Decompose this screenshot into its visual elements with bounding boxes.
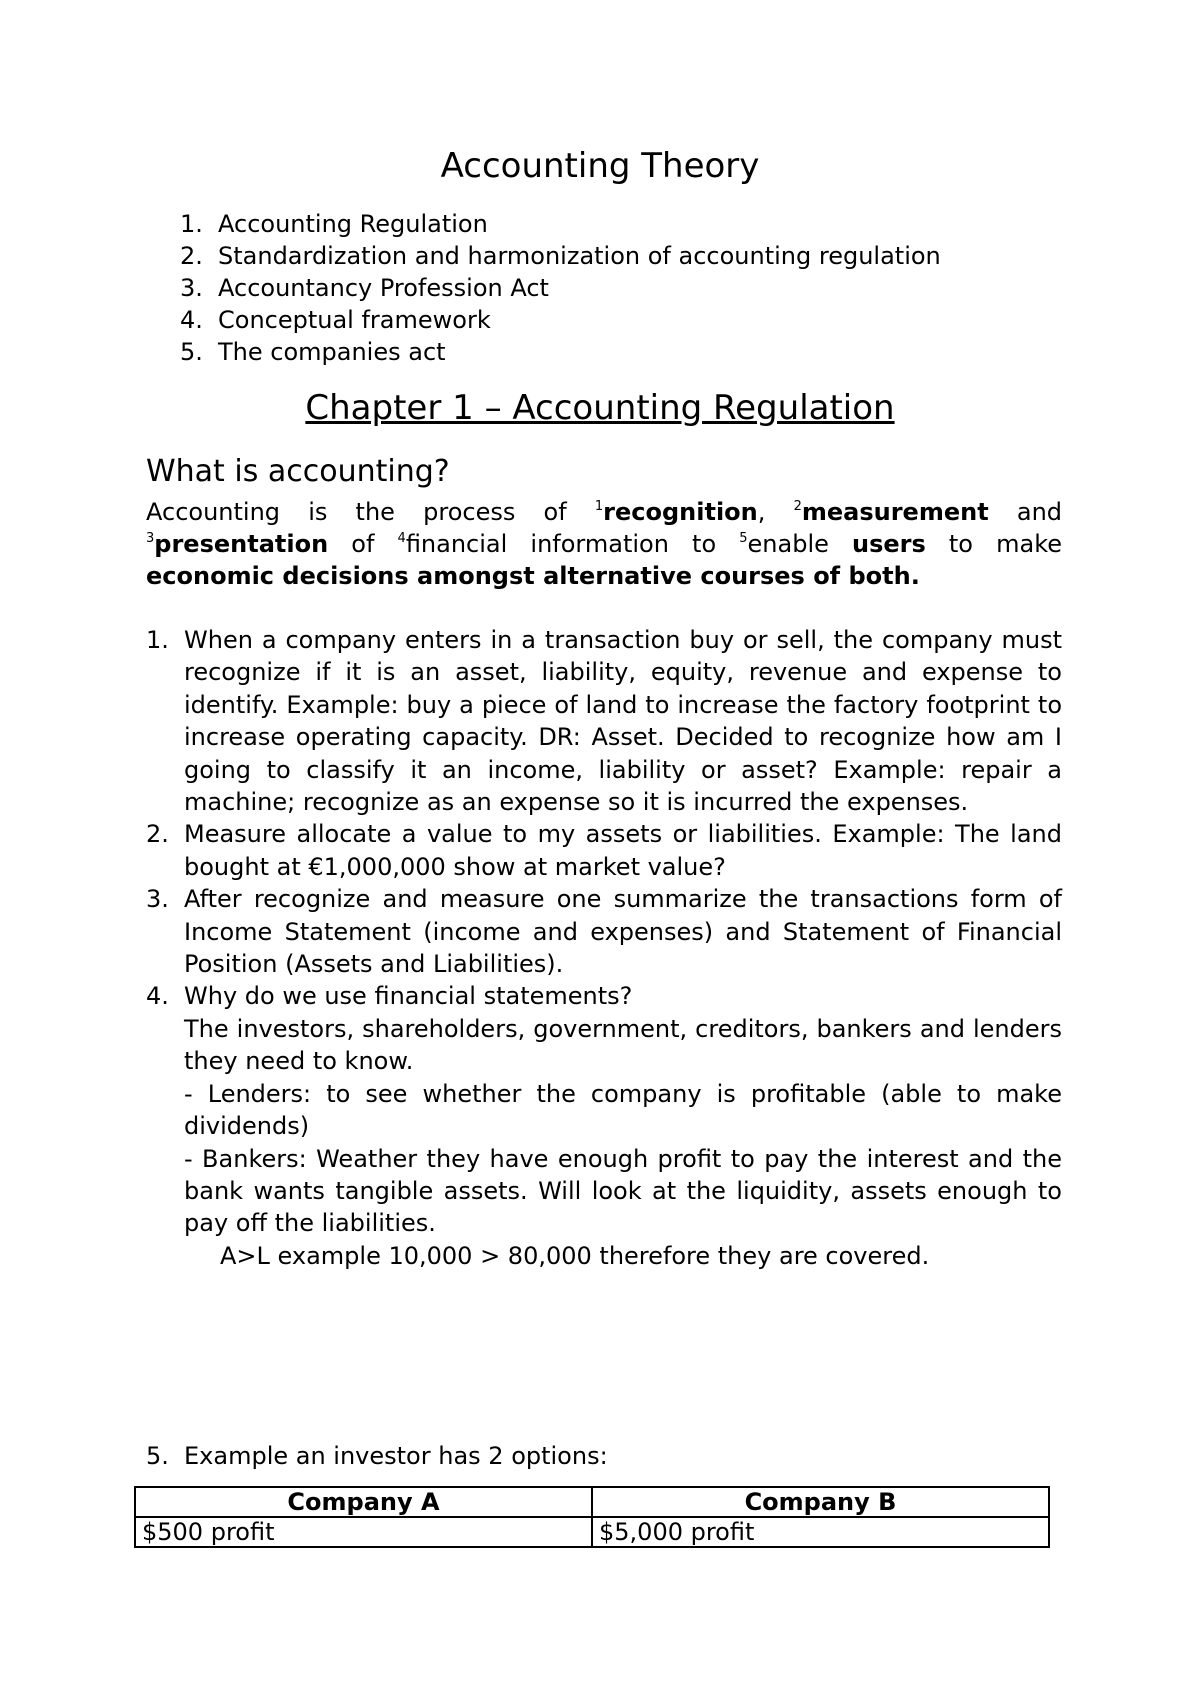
table-header-cell: Company B xyxy=(592,1487,1049,1517)
explanation-item-text: Measure allocate a value to my assets or liabilities. Example: The land bought at €1,000,000 show at market value? xyxy=(184,820,1062,881)
definition-bold-term: economic decisions amongst alternative courses of both. xyxy=(146,562,920,590)
lenders-note: - Lenders: to see whether the company is profitable (able to make dividends) xyxy=(184,1079,1062,1141)
chapter-heading: Chapter 1 – Accounting Regulation xyxy=(305,388,895,428)
explanation-item-text: After recognize and measure one summarize the transactions form of Income Statement (income and expenses) and Statement of Financial Position (Assets and Liabilities). xyxy=(184,885,1062,979)
explanation-item-text: Why do we use financial statements? xyxy=(184,982,633,1011)
contents-list xyxy=(180,208,941,368)
contents-item-text: Accounting Regulation xyxy=(218,210,488,238)
explanation-item-number: 5. xyxy=(146,1442,169,1470)
explanation-item xyxy=(146,883,1062,980)
explanation-item-number: 2. xyxy=(146,820,169,849)
coverage-example: A>L example 10,000 > 80,000 therefore they are covered. xyxy=(220,1241,930,1270)
explanation-list xyxy=(146,624,1062,1272)
contents-item xyxy=(180,272,941,304)
contents-item xyxy=(180,208,941,240)
definition-bold-term: presentation xyxy=(154,530,329,558)
explanation-item-number: 1. xyxy=(146,626,169,654)
contents-item-number: 1. xyxy=(180,210,203,238)
contents-item-text: The companies act xyxy=(218,338,446,366)
investor-example xyxy=(146,1440,608,1472)
users-of-statements: The investors, shareholders, government, creditors, bankers and lenders they need to know. xyxy=(184,1014,1062,1076)
contents-item xyxy=(180,336,941,368)
explanation-item-text: Example an investor has 2 options: xyxy=(184,1442,608,1470)
superscript-marker: 4 xyxy=(397,531,406,546)
definition-bold-term: users xyxy=(852,530,926,558)
document-title: Accounting Theory xyxy=(440,146,760,186)
definition-text: to make xyxy=(925,530,1062,558)
definition-text: enable xyxy=(747,530,852,558)
superscript-marker: 2 xyxy=(793,499,802,514)
definition-text: , xyxy=(757,498,794,526)
table-header-row xyxy=(135,1487,1049,1517)
definition-bold-term: measurement xyxy=(801,498,989,526)
contents-item-text: Conceptual framework xyxy=(218,306,491,334)
table-cell: $500 profit xyxy=(135,1517,592,1547)
superscript-marker: 1 xyxy=(594,499,604,514)
contents-item xyxy=(180,240,941,272)
explanation-item-number: 3. xyxy=(146,885,169,914)
table-header-cell: Company A xyxy=(135,1487,592,1517)
contents-item-text: Accountancy Profession Act xyxy=(218,274,549,302)
contents-item-number: 5. xyxy=(180,338,203,366)
definition-text: Accounting is the process of xyxy=(146,498,595,526)
contents-item xyxy=(180,304,941,336)
contents-item-number: 2. xyxy=(180,242,203,270)
explanation-item xyxy=(146,624,1062,818)
section-heading: What is accounting? xyxy=(146,454,450,489)
definition-text: and xyxy=(988,498,1063,526)
definition-text: financial information to xyxy=(405,530,740,558)
superscript-marker: 5 xyxy=(739,531,748,546)
explanation-item xyxy=(146,980,1062,1272)
explanation-item-text: When a company enters in a transaction buy or sell, the company must recognize if it is an asset, liability, equity, revenue and expense to identify. Example: buy a piece of land to increase the factory footprint to increase operating capacity. DR: Asset. Decided to recognize how am I going to classify it an income, liability or asset? Example: repair a machine; recognize as an expense so it is incurred the expenses. xyxy=(184,626,1062,817)
accounting-definition xyxy=(146,496,1062,592)
explanation-item-number: 4. xyxy=(146,982,169,1011)
superscript-marker: 3 xyxy=(146,531,155,546)
definition-text: of xyxy=(328,530,398,558)
bankers-note: - Bankers: Weather they have enough profit to pay the interest and the bank wants tangible assets. Will look at the liquidity, assets enough to pay off the liabilities. xyxy=(184,1144,1062,1238)
investor-options-table xyxy=(134,1486,1050,1548)
table-cell: $5,000 profit xyxy=(592,1517,1049,1547)
contents-item-text: Standardization and harmonization of accounting regulation xyxy=(218,242,941,270)
explanation-item xyxy=(146,818,1062,883)
definition-bold-term: recognition xyxy=(603,498,758,526)
table-row xyxy=(135,1517,1049,1547)
contents-item-number: 4. xyxy=(180,306,203,334)
contents-item-number: 3. xyxy=(180,274,203,302)
